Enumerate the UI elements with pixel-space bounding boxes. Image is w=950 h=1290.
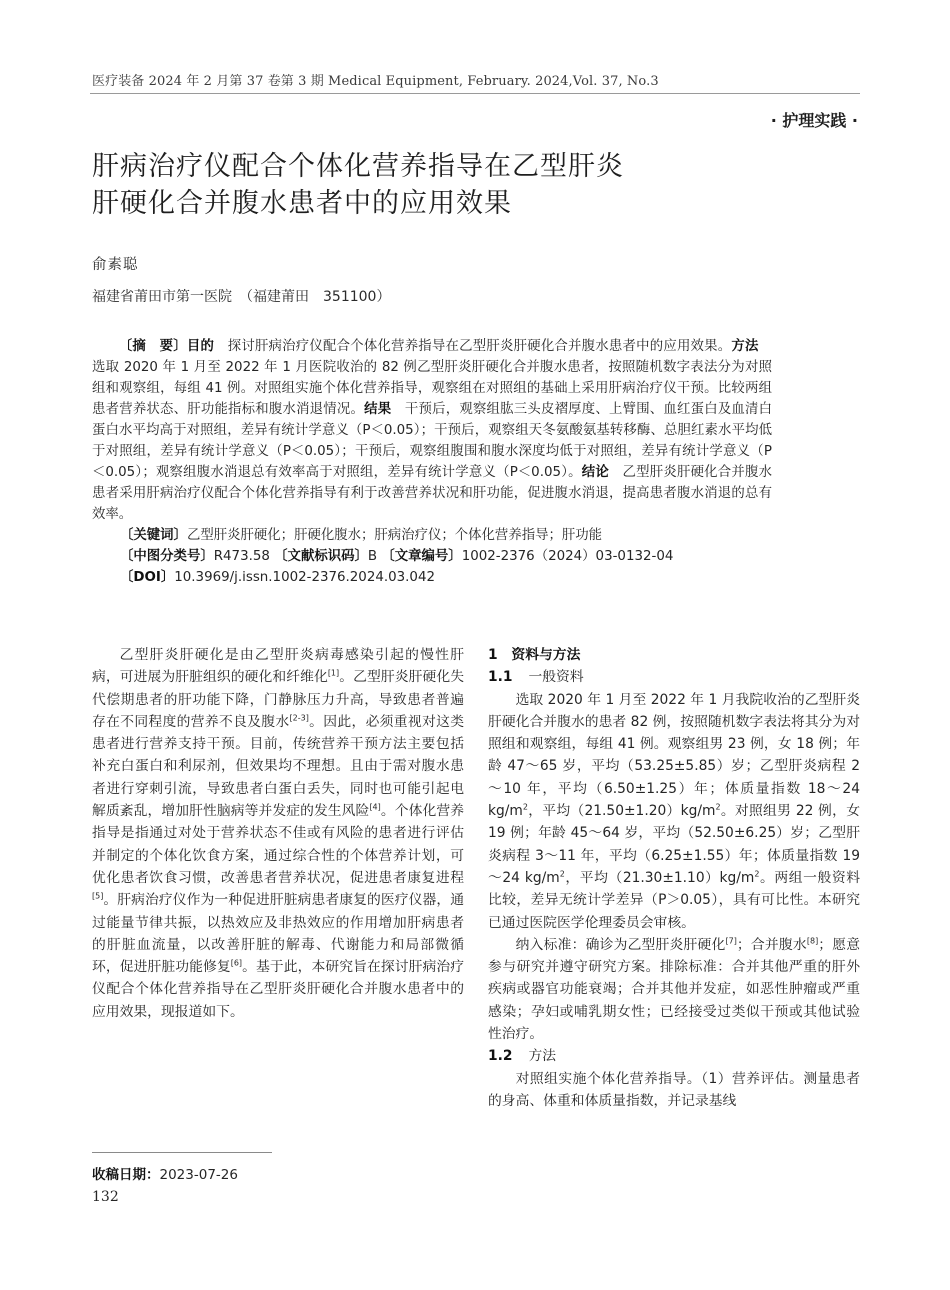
intro-text-4: 。个体化营养指导是指通过对处于营养状态不佳或有风险的患者进行评估并制定的个体化饮食方案，通过综合性的个体营养计划，可优化患者饮食习惯，改善患者营养状况，促进患者康复进程 (92, 803, 465, 886)
doccode-text: B (367, 549, 378, 564)
criteria-paragraph (488, 934, 860, 1045)
doi-label: 〔DOI〕 (120, 570, 175, 585)
author: 俞素聪 (92, 257, 139, 273)
superscript: 2 (522, 802, 528, 812)
citation: [6] (230, 958, 243, 968)
right-column (488, 644, 860, 1112)
criteria-text-2: ；合并腹水 (736, 936, 807, 953)
superscript: 2 (715, 802, 721, 812)
abstract-block (92, 336, 772, 588)
method-text: 选取 2020 年 1 月至 2022 年 1 月医院收治的 82 例乙型肝炎肝硬化合并腹水患者，按照随机数字表法分为对照组和观察组，每组 41 例。对照组实施个体化营养指导，观察组在对照组的基础上采用肝病治疗仪干预。比较两组患者营养状态、肝功能指标和腹水消退情况。 (92, 339, 773, 417)
general-text-2: ，平均（21.50±1.20）kg/m (527, 803, 716, 820)
page-number: 132 (92, 1189, 119, 1205)
conclusion-label: 结论 (581, 465, 609, 480)
method-label: 方法 (731, 339, 759, 354)
subsection-number: 1.1 (488, 669, 513, 686)
classification-line (92, 546, 772, 567)
criteria-text-1: 纳入标准：确诊为乙型肝炎肝硬化 (515, 936, 726, 953)
intro-text-6: 。基于此，本研究旨在探讨肝病治疗仪配合个体化营养指导在乙型肝炎肝硬化合并腹水患者中的应用效果，现报道如下。 (92, 959, 465, 1020)
abstract-label: 〔摘 要〕 (118, 339, 187, 354)
intro-text-3: 。因此，必须重视对这类患者进行营养支持干预。目前，传统营养干预方法主要包括补充白蛋白和利尿剂，但效果均不理想。且由于需对腹水患者进行穿刺引流，导致患者白蛋白丢失，同时也可能引起电解质紊乱，增加肝性脑病等并发症的发生风险 (92, 713, 465, 820)
intro-text-2: 。乙型肝炎肝硬化失代偿期患者的肝功能下降，门静脉压力升高，导致患者普遍存在不同程度的营养不良及腹水 (92, 669, 464, 730)
general-text-5: 。两组一般资料比较，差异无统计学差异（P＞0.05），具有可比性。本研究已通过医院医学伦理委员会审核。 (488, 869, 861, 931)
general-data-paragraph (488, 689, 860, 934)
superscript: 2 (754, 869, 760, 879)
subsection-number: 1.2 (488, 1048, 513, 1065)
articleno-text: 1002-2376（2024）03-0132-04 (461, 549, 674, 564)
doi-line (92, 567, 772, 588)
header-rule (90, 93, 860, 94)
method-paragraph: 对照组实施个体化营养指导。（1）营养评估。测量患者的身高、体重和体质量指数，并记录基线 (488, 1070, 860, 1109)
section-label: · 护理实践 · (770, 111, 858, 130)
doccode-label: 〔文献标识码〕 (274, 549, 368, 564)
result-text: 干预后，观察组肱三头皮褶厚度、上臂围、血红蛋白及血清白蛋白水平均高于对照组，差异有统计学意义（P＜0.05）；干预后，观察组天冬氨酸氨基转移酶、总胆红素水平均低于对照组，差异有统计学意义（P＜0.05）；干预后，观察组腹围和腹水深度均低于对照组，差异有统计学意义（P＜0.05）；观察组腹水消退总有效率高于对照组，差异有统计学意义（P＜0.05）。 (92, 402, 773, 480)
received-date (92, 1163, 238, 1183)
running-head: 医疗装备 2024 年 2 月第 37 卷第 3 期 Medical Equipment, February. 2024,Vol. 37, No.3 (92, 74, 659, 89)
keywords-line (92, 525, 772, 546)
general-text-4: ，平均（21.30±1.10）kg/m (564, 869, 755, 886)
objective-label: 目的 (186, 339, 215, 354)
title-line-2: 肝硬化合并腹水患者中的应用效果 (92, 188, 512, 219)
criteria-text-3: ；愿意参与研究并遵守研究方案。排除标准：合并其他严重的肝外疾病或器官功能衰竭；合并其他并发症，如恶性肿瘤或严重感染；孕妇或哺乳期女性；已经接受过类似干预或其他试验性治疗。 (488, 936, 861, 1043)
subsection-title: 一般资料 (528, 669, 584, 686)
citation: [1] (327, 668, 340, 678)
superscript: 2 (559, 869, 565, 879)
citation: [5] (92, 891, 104, 901)
citation: [7] (725, 936, 737, 946)
intro-paragraph (92, 644, 464, 1023)
keywords-text: 乙型肝炎肝硬化；肝硬化腹水；肝病治疗仪；个体化营养指导；肝功能 (186, 528, 603, 543)
articleno-label: 〔文章编号〕 (381, 549, 462, 564)
result-label: 结果 (364, 402, 392, 417)
doi-text: 10.3969/j.issn.1002-2376.2024.03.042 (174, 570, 435, 585)
title-line-1: 肝病治疗仪配合个体化营养指导在乙型肝炎 (92, 151, 624, 182)
citation: [8] (806, 936, 819, 946)
citation: [4] (369, 802, 381, 812)
footnote-rule (92, 1152, 272, 1153)
intro-text-1: 乙型肝炎肝硬化是由乙型肝炎病毒感染引起的慢性肝病，可进展为肝脏组织的硬化和纤维化 (92, 647, 464, 686)
subsection-title: 方法 (528, 1048, 557, 1065)
subsection-heading-1-1 (488, 666, 860, 688)
clc-text: R473.58 (213, 549, 270, 564)
section-heading-1: 1 资料与方法 (488, 647, 581, 663)
intro-text-5: 。肝病治疗仪作为一种促进肝脏病患者康复的医疗仪器，通过能量节律共振，以热效应及非热效应的作用增加肝病患者的肝脏血流量，以改善肝脏的解毒、代谢能力和局部微循环，促进肝脏功能修复 (92, 892, 464, 976)
general-text-3: 。对照组男 22 例，女 19 例；年龄 45～64 岁，平均（52.50±6.25）岁；乙型肝炎病程 3～11 年，平均（6.25±1.55）年；体质量指数 19～24 kg/m (488, 803, 860, 886)
received-label: 收稿日期： (92, 1167, 160, 1183)
conclusion-text: 乙型肝炎肝硬化合并腹水患者采用肝病治疗仪配合个体化营养指导有利于改善营养状况和肝功能，促进腹水消退，提高患者腹水消退的总有效率。 (92, 465, 773, 522)
subsection-heading-1-2 (488, 1045, 860, 1067)
objective-text: 探讨肝病治疗仪配合个体化营养指导在乙型肝炎肝硬化合并腹水患者中的应用效果。 (214, 339, 732, 354)
abstract-text (92, 336, 772, 525)
general-text-1: 选取 2020 年 1 月至 2022 年 1 月我院收治的乙型肝炎肝硬化合并腹水的患者 82 例，按照随机数字表法将其分为对照组和观察组，每组 41 例。观察组男 23 例，女 18 例；年龄 47～65 岁，平均（53.25±5.85）岁；乙型肝炎病程 2～10 年，平均（6.50±1.25）年；体质量指数 18～24 kg/m (488, 691, 860, 820)
citation: [2-3] (289, 713, 309, 723)
clc-label: 〔中图分类号〕 (120, 549, 214, 564)
affiliation: 福建省莆田市第一医院 （福建莆田 351100） (92, 289, 391, 305)
keywords-label: 〔关键词〕 (120, 528, 187, 543)
received-value: 2023-07-26 (159, 1167, 238, 1183)
article-title (92, 148, 792, 222)
left-column (92, 644, 464, 1023)
